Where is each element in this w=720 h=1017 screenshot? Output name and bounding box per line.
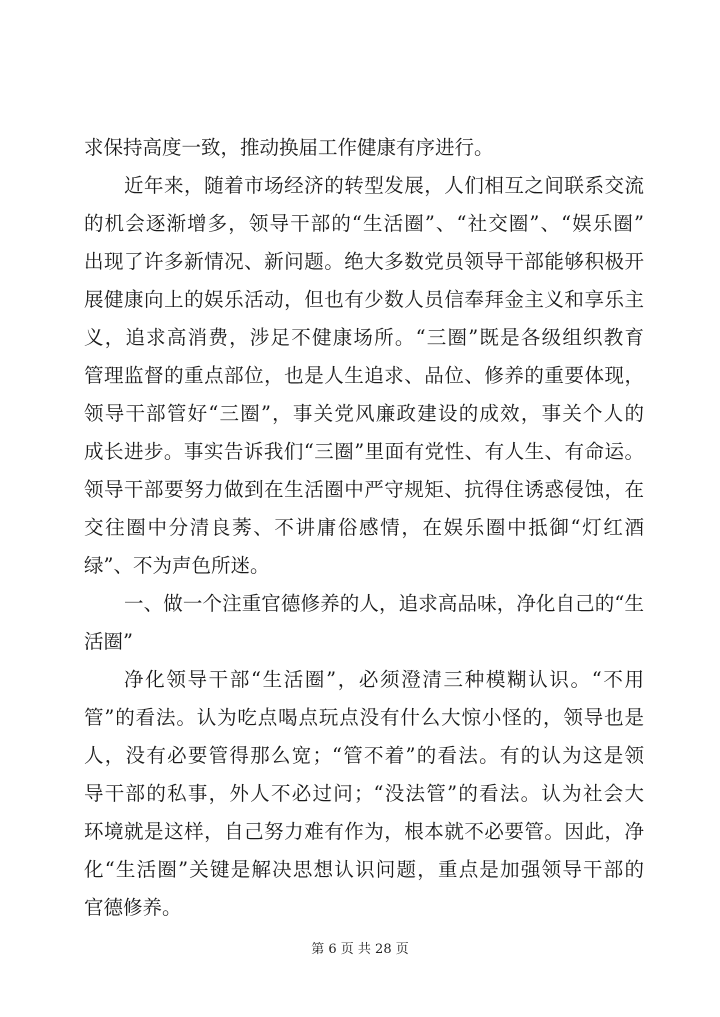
text-line: 义，追求高消费，涉足不健康场所。“三圈”既是各级组织教育 bbox=[84, 326, 644, 349]
body-text bbox=[84, 129, 644, 927]
text-line: 出现了许多新情况、新问题。绝大多数党员领导干部能够积极开 bbox=[84, 250, 644, 273]
paragraph-start-line: 净化领导干部“生活圈”，必须澄清三种模糊认识。“不用 bbox=[124, 668, 644, 691]
text-line: 交往圈中分清良莠、不讲庸俗感情，在娱乐圈中抵御“灯红酒 bbox=[84, 516, 644, 539]
text-line: 导干部的私事，外人不必过问；“没法管”的看法。认为社会大 bbox=[84, 782, 644, 805]
section-heading-line: 活圈” bbox=[84, 630, 133, 653]
text-line: 领导干部管好“三圈”，事关党风廉政建设的成效，事关个人的 bbox=[84, 402, 644, 425]
text-line: 管”的看法。认为吃点喝点玩点没有什么大惊小怪的，领导也是 bbox=[84, 706, 644, 729]
paragraph-start-line: 近年来，随着市场经济的转型发展，人们相互之间联系交流 bbox=[124, 174, 644, 197]
text-line: 求保持高度一致，推动换届工作健康有序进行。 bbox=[84, 136, 494, 159]
page-number-footer: 第 6 页 共 28 页 bbox=[311, 942, 409, 957]
text-line: 化“生活圈”关键是解决思想认识问题，重点是加强领导干部的 bbox=[84, 858, 644, 881]
text-line: 领导干部要努力做到在生活圈中严守规矩、抗得住诱惑侵蚀，在 bbox=[84, 478, 644, 501]
section-heading-line: 一、做一个注重官德修养的人，追求高品味，净化自己的“生 bbox=[124, 592, 644, 615]
text-line: 展健康向上的娱乐活动，但也有少数人员信奉拜金主义和享乐主 bbox=[84, 288, 644, 311]
text-line: 环境就是这样，自己努力难有作为，根本就不必要管。因此，净 bbox=[84, 820, 644, 843]
text-line: 的机会逐渐增多，领导干部的“生活圈”、“社交圈”、“娱乐圈” bbox=[84, 212, 644, 235]
text-line: 人，没有必要管得那么宽；“管不着”的看法。有的认为这是领 bbox=[84, 744, 644, 767]
text-line: 成长进步。事实告诉我们“三圈”里面有党性、有人生、有命运。 bbox=[84, 440, 644, 463]
text-line: 管理监督的重点部位，也是人生追求、品位、修养的重要体现， bbox=[84, 364, 644, 387]
text-line: 官德修养。 bbox=[84, 896, 182, 919]
text-line: 绿”、不为声色所迷。 bbox=[84, 554, 270, 577]
